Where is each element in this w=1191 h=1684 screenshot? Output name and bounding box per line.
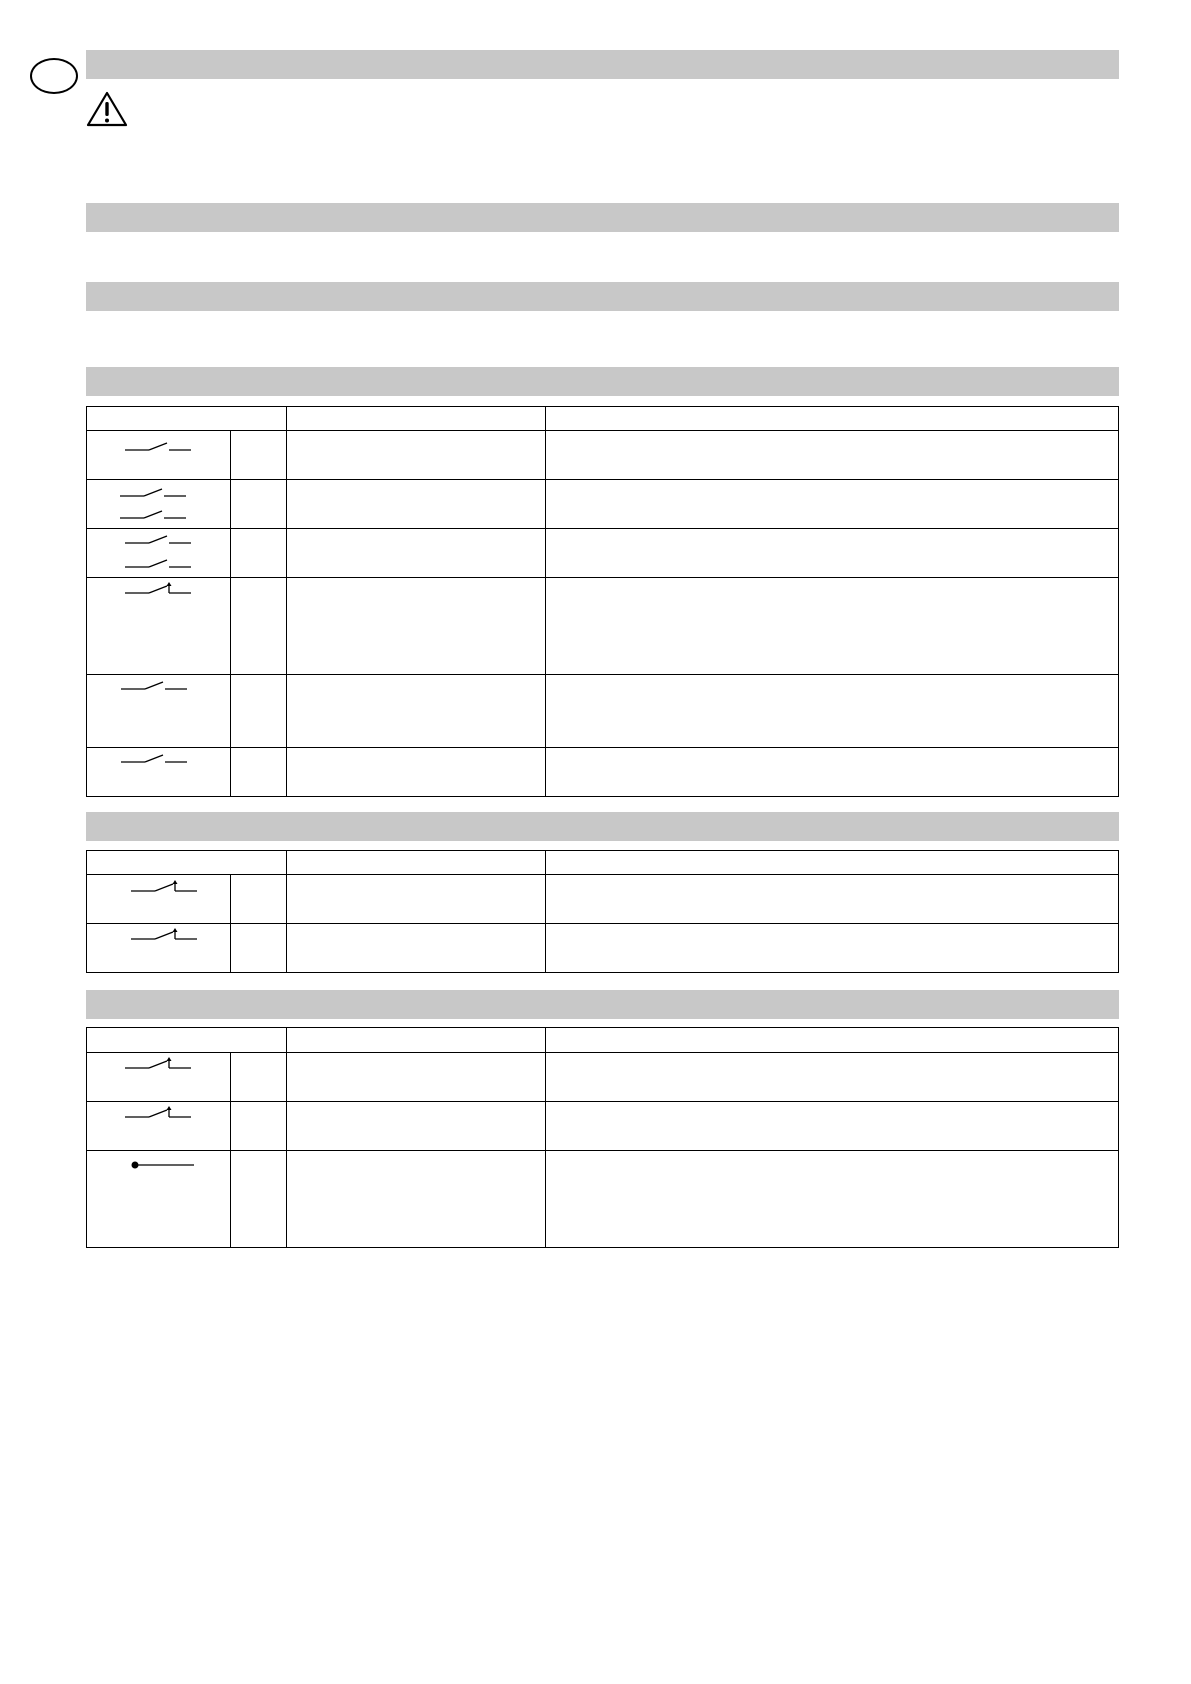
description-cell [546, 1053, 1119, 1102]
description-cell [546, 748, 1119, 797]
function-cell [287, 675, 546, 748]
section-header-bar-5 [86, 812, 1119, 841]
function-cell [287, 578, 546, 675]
terminal-cell [231, 1102, 287, 1151]
symbol-cell [87, 529, 231, 578]
function-cell [287, 431, 546, 480]
table-header-row [87, 1028, 1119, 1053]
function-cell [287, 924, 546, 973]
header-cell-function [287, 407, 546, 431]
switch-open-icon [87, 480, 231, 528]
terminal-table-3 [86, 1027, 1119, 1248]
table-row [87, 748, 1119, 797]
function-cell [287, 748, 546, 797]
terminal-cell [231, 748, 287, 797]
table-header-row [87, 851, 1119, 875]
table-row [87, 1102, 1119, 1151]
terminal-cell [231, 1151, 287, 1248]
function-cell [287, 1102, 546, 1151]
section-header-bar-1 [86, 50, 1119, 79]
switch-arrow-icon [87, 924, 231, 954]
terminal-table-2 [86, 850, 1119, 973]
table-header-row [87, 407, 1119, 431]
terminal-cell [231, 578, 287, 675]
symbol-cell [87, 578, 231, 675]
description-cell [546, 924, 1119, 973]
section-header-bar-3 [86, 282, 1119, 311]
switch-open-icon [87, 748, 231, 778]
symbol-cell [87, 875, 231, 924]
switch-arrow-icon [87, 578, 231, 608]
header-cell-description [546, 407, 1119, 431]
section-header-bar-6 [86, 990, 1119, 1019]
table-row [87, 1053, 1119, 1102]
table-row [87, 875, 1119, 924]
switch-open-icon [87, 431, 231, 461]
symbol-cell [87, 1151, 231, 1248]
switch-arrow-icon [87, 1102, 231, 1132]
header-cell-function [287, 1028, 546, 1053]
terminal-cell [231, 480, 287, 529]
terminal-cell [231, 924, 287, 973]
function-cell [287, 480, 546, 529]
header-cell-symbol [87, 1028, 287, 1053]
switch-arrow-icon [87, 875, 231, 905]
description-cell [546, 675, 1119, 748]
switch-open-icon [87, 529, 231, 577]
description-cell [546, 480, 1119, 529]
terminal-cell [231, 875, 287, 924]
table-row [87, 431, 1119, 480]
function-cell [287, 1053, 546, 1102]
terminal-cell [231, 1053, 287, 1102]
symbol-cell [87, 924, 231, 973]
terminal-table-1 [86, 406, 1119, 797]
symbol-cell [87, 675, 231, 748]
header-cell-symbol [87, 851, 287, 875]
table-row [87, 529, 1119, 578]
description-cell [546, 1102, 1119, 1151]
symbol-cell [87, 1102, 231, 1151]
symbol-cell [87, 1053, 231, 1102]
table-row [87, 924, 1119, 973]
header-cell-function [287, 851, 546, 875]
switch-arrow-icon [87, 1053, 231, 1083]
function-cell [287, 875, 546, 924]
description-cell [546, 431, 1119, 480]
table-row [87, 578, 1119, 675]
description-cell [546, 875, 1119, 924]
pin-line-icon [87, 1151, 231, 1181]
function-cell [287, 1151, 546, 1248]
terminal-cell [231, 529, 287, 578]
language-badge [30, 58, 78, 94]
header-cell-description [546, 851, 1119, 875]
description-cell [546, 529, 1119, 578]
description-cell [546, 578, 1119, 675]
symbol-cell [87, 431, 231, 480]
symbol-cell [87, 748, 231, 797]
symbol-cell [87, 480, 231, 529]
table-row [87, 675, 1119, 748]
terminal-cell [231, 675, 287, 748]
switch-open-icon [87, 675, 231, 705]
header-cell-description [546, 1028, 1119, 1053]
warning-triangle-icon [85, 90, 129, 128]
table-row [87, 480, 1119, 529]
function-cell [287, 529, 546, 578]
section-header-bar-4 [86, 367, 1119, 396]
table-row [87, 1151, 1119, 1248]
header-cell-symbol [87, 407, 287, 431]
terminal-cell [231, 431, 287, 480]
description-cell [546, 1151, 1119, 1248]
section-header-bar-2 [86, 203, 1119, 232]
